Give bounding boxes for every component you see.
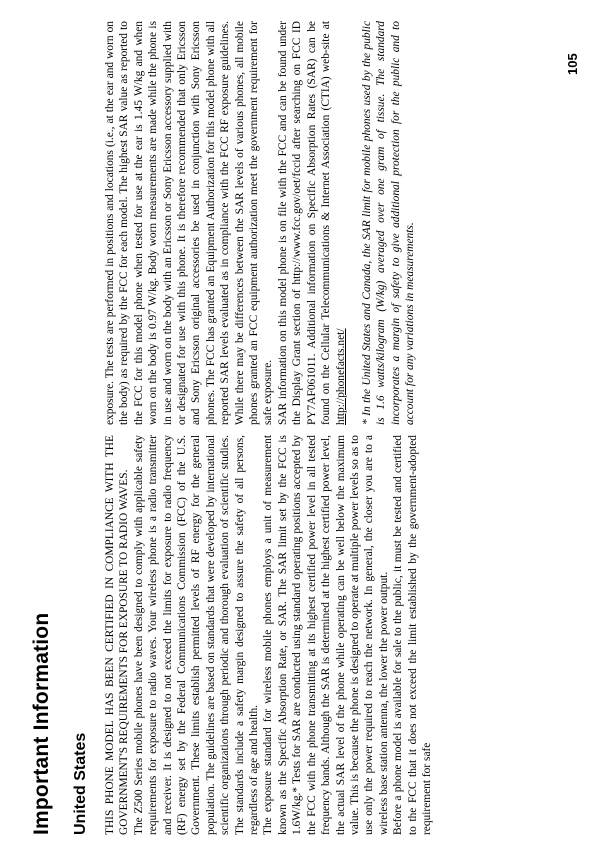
compliance-paragraph: The Z500 Series mobile phones have been designed to comply with applicable safety requirements for exposure to radio waves. Your wireless phone is a radio transmitter and receiver. It is designed to not exceed the limits for exposure to radio frequency (RF) energy set by the Federal Communications Commission (FCC) of the U.S. Government. These limits establish permitted levels of RF energy for the general population. The guidelines are based on standards that were developed by international scientific organizations through periodic and thorough evaluation of scientific studies. The standards include a safety margin designed to assure the safety of all persons, regardless of age and health. — [132, 435, 261, 835]
sar-standard-paragraph: The exposure standard for wireless mobile phones employs a unit of measurement known as the Specific Absorption Rate, or SAR. The SAR limit set by the FCC is 1.6W/kg.* Tests for SAR are conducted using standard operating positions accepted by the FCC with the phone transmitting at its highest certified power level in all tested frequency bands. Although the SAR is determined at the highest certified power level, the actual SAR level of the phone while operating can be well below the maximum value. This is because the phone is designed to operate at multiple power levels so as to use only the power required to reach the network. In general, the closer you are to a wireless base station antenna, the lower the power output. — [262, 435, 390, 835]
text-column-right — [103, 21, 523, 425]
text-column-left — [103, 435, 434, 835]
sar-info-text: SAR information on this model phone is on file with the FCC and can be found under the Display Grant section of http://www.fcc.gov/oet/fccid after searching on FCC ID PY7AF061011. Additional information on Specific Absorption Rates (SAR) can be found on the Cellular Telecommunications & Internet Association (CTIA) web-site at — [276, 21, 333, 425]
page-number: 105 — [565, 53, 580, 75]
sar-info-paragraph — [276, 21, 348, 425]
sar-values-paragraph: exposure. The tests are performed in positions and locations (i.e., at the ear and worn on the body) as required by the FCC for each model. The highest SAR value as reported to the FCC for this model phone when tested for use at the ear is 1.45 W/kg and when worn on the body is 0.97 W/kg. Body worn measurements are made while the phone is in use and worn on the body with an Ericsson or Sony Ericsson accessory supplied with or designated for use with this phone. It is therefore recommended that only Ericsson and Sony Ericsson original accessories be used in conjunction with Sony Ericsson phones. The FCC has granted an Equipment Authorization for this model phone with all reported SAR levels evaluated as in compliance with the FCC RF exposure guidelines. While there may be differences between the SAR levels of various phones, all mobile phones granted an FCC equipment authorization meet the government requirement for safe exposure. — [104, 21, 275, 425]
certification-paragraph: Before a phone model is available for sale to the public, it must be tested and certified to the FCC that it does not exceed the limit established by the government-adopted requirement for safe — [392, 435, 433, 835]
certification-statement: THIS PHONE MODEL HAS BEEN CERTIFIED IN COMPLIANCE WITH THE GOVERNMENT'S REQUIREMENTS FOR EXPOSURE TO RADIO WAVES. — [104, 435, 131, 835]
phonefacts-link[interactable]: http://phonefacts.net/ — [334, 328, 347, 425]
sar-limit-footnote: * In the United States and Canada, the SAR limit for mobile phones used by the public is 1.6 watts/kilogram (W/kg) averaged over one gram of tissue. The standard incorporates a margin of safety to give additional protection for the public and to account for any variations in measurements. — [360, 21, 417, 425]
page-title: Important Information — [30, 612, 53, 835]
section-heading: United States — [72, 732, 89, 835]
